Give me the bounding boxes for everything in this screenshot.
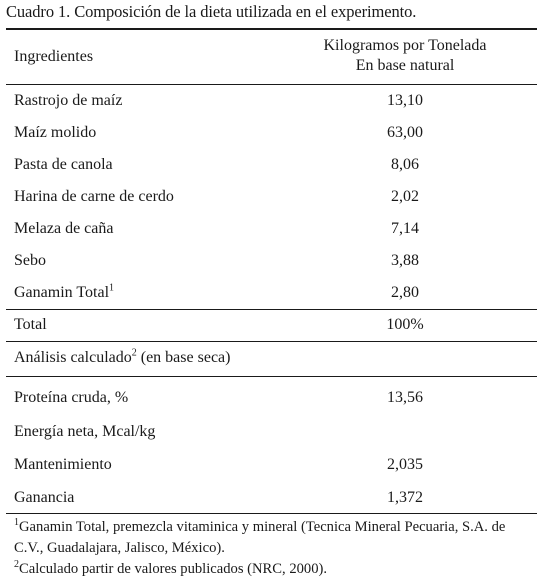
- ingredient-name: Melaza de caña: [14, 220, 114, 237]
- footnote-2: [14, 559, 534, 580]
- ingredient-name: Maíz molido: [14, 124, 97, 141]
- table-row: [0, 423, 543, 445]
- analysis-title-suffix: (en base seca): [136, 349, 231, 366]
- analysis-name: Ganancia: [14, 489, 75, 506]
- analysis-header-rule: [6, 376, 537, 377]
- table-caption: Cuadro 1. Composición de la dieta utilizada en el experimento.: [6, 2, 417, 21]
- footnote-marker: 2: [131, 347, 137, 359]
- ingredient-name: Harina de carne de cerdo: [14, 188, 174, 205]
- footnote-1: [14, 517, 534, 559]
- footnote-marker: 1: [14, 517, 19, 529]
- footnote-text: Calculado partir de valores publicados (NRC, 2000).: [19, 561, 328, 577]
- footnote-marker: 2: [14, 559, 19, 571]
- footnote-text: Ganamin Total, premezcla vitaminica y mineral (Tecnica Mineral Pecuaria, S.A. de C.V., Guadalajara, Jalisco, México).: [14, 519, 506, 556]
- ingredient-name: [14, 284, 114, 302]
- table-row: [0, 92, 543, 114]
- analysis-title-text: Análisis calculado: [14, 349, 132, 366]
- analysis-name: Proteína cruda, %: [14, 389, 129, 406]
- top-rule: [6, 28, 537, 30]
- footnotes: [14, 517, 534, 580]
- analysis-title-row: [0, 349, 543, 371]
- ingredient-value: 7,14: [391, 220, 419, 237]
- header-kilogramos-line1: Kilogramos por Tonelada: [323, 37, 487, 54]
- analysis-value: 13,56: [387, 389, 423, 406]
- ingredient-value: 8,06: [391, 156, 419, 173]
- ingredient-value: 63,00: [387, 124, 423, 141]
- header-kilogramos-line2: En base natural: [355, 57, 455, 74]
- table-row: [0, 156, 543, 178]
- total-row: [0, 316, 543, 338]
- ingredient-name: Pasta de canola: [14, 156, 113, 173]
- table-row: [0, 188, 543, 210]
- header-rule: [6, 84, 537, 85]
- table-row: [0, 124, 543, 146]
- ingredient-value: 2,80: [391, 284, 419, 301]
- table-row: [0, 389, 543, 411]
- ingredient-value: 3,88: [391, 252, 419, 269]
- ingredient-value: 2,02: [391, 188, 419, 205]
- total-value: 100%: [386, 316, 424, 333]
- analysis-name: Mantenimiento: [14, 456, 112, 473]
- table-row: [0, 489, 543, 511]
- header-ingredientes: Ingredientes: [14, 48, 94, 65]
- header-kilogramos: [270, 36, 540, 76]
- table-row: [0, 220, 543, 242]
- analysis-value: 2,035: [387, 456, 423, 473]
- analysis-value: 1,372: [387, 489, 423, 506]
- ingredient-name: Sebo: [14, 252, 46, 269]
- ingredient-value: 13,10: [387, 92, 423, 109]
- table-row: [0, 456, 543, 478]
- analysis-rule: [6, 341, 537, 342]
- analysis-name: Energía neta, Mcal/kg: [14, 423, 156, 440]
- total-rule: [6, 309, 537, 310]
- bottom-rule: [6, 513, 537, 514]
- analysis-title: [14, 349, 230, 367]
- ingredient-name: Rastrojo de maíz: [14, 92, 123, 109]
- table-row: [0, 284, 543, 306]
- total-label: Total: [14, 316, 47, 333]
- table-row: [0, 252, 543, 274]
- footnote-marker: 1: [109, 282, 115, 294]
- ingredient-name-text: Ganamin Total: [14, 284, 110, 301]
